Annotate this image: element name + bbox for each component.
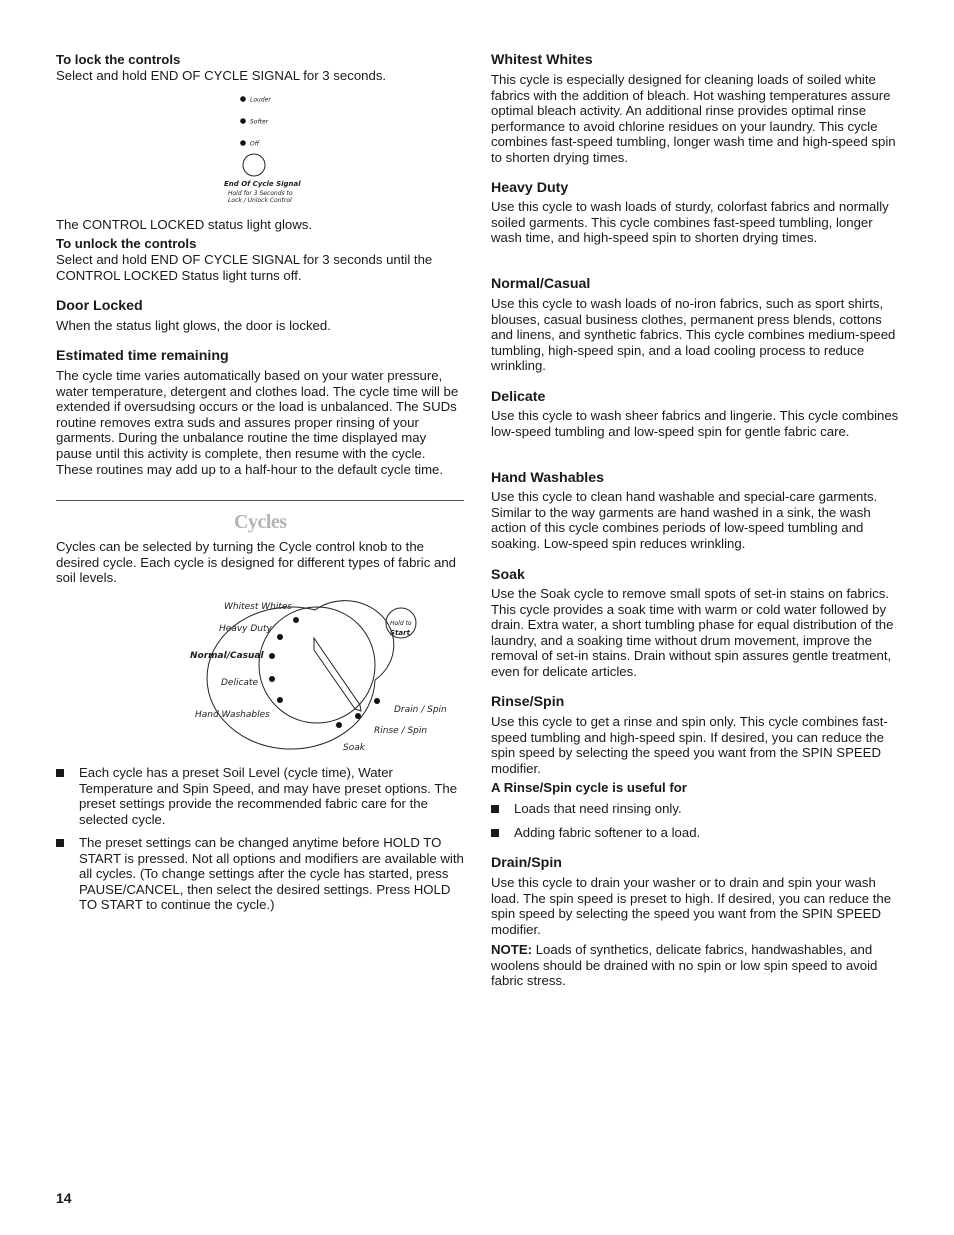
signal-button-label: End Of Cycle Signal (224, 180, 301, 188)
dot-whitest-whites (293, 617, 299, 623)
label-hand-washables: Hand Washables (195, 710, 270, 720)
lock-heading: To lock the controls (56, 52, 181, 67)
drain-spin-heading: Drain/Spin (491, 855, 562, 871)
heavy-duty-heading: Heavy Duty (491, 180, 569, 196)
estimated-time-text: The cycle time varies automatically based on your water pressure, water temperature, detergent and clothes load. The cycle time will be extended if oversudsing occurs or the load is unbalanced. The SUDs routine removes extra suds and assures proper rinsing of your garments. During the unbalance routine the time displayed may pause until this activity is complete, then resume with the cycle. These routines may add up to a half-hour to the default cycle time. (56, 368, 459, 477)
rinse-spin-heading: Rinse/Spin (491, 694, 565, 710)
bullet-text: Loads that need rinsing only. (514, 801, 682, 816)
dot-hand-washables (277, 697, 283, 703)
label-delicate: Delicate (221, 678, 258, 688)
label-rinse-spin: Rinse / Spin (374, 726, 428, 736)
soak-heading: Soak (491, 567, 525, 583)
label-drain-spin: Drain / Spin (394, 705, 447, 715)
hand-washables-heading: Hand Washables (491, 470, 605, 486)
label-normal-casual: Normal/Casual (190, 651, 264, 661)
indicator-dot-louder (240, 96, 246, 102)
dot-soak (336, 722, 342, 728)
note-label: NOTE: (491, 942, 533, 957)
indicator-dot-off (240, 140, 246, 146)
label-soak: Soak (343, 743, 365, 753)
unlock-text: Select and hold END OF CYCLE SIGNAL for 3 seconds until the CONTROL LOCKED Status light turns off. (56, 252, 433, 283)
end-of-cycle-signal-panel (216, 90, 316, 206)
signal-option-off: Off (250, 140, 260, 148)
cycle-bullet-2 (56, 835, 464, 913)
indicator-dot-softer (240, 118, 246, 124)
bullet-text: The preset settings can be changed anytime before HOLD TO START is pressed. Not all options and modifiers are available with all cycles. (To change settings after the cycle has started, press PAUSE/CANCEL, then select the desired settings. Press HOLD TO START to continue the cycle.) (79, 835, 464, 913)
signal-option-softer: Softer (250, 118, 269, 126)
hold-line2: Start (390, 629, 410, 637)
normal-casual-text: Use this cycle to wash loads of no-iron fabrics, such as sport shirts, blouses, casual business clothes, permanent press blends, cottons and linens, and synthetic fabrics. This cycle combines medium-speed tumbling, high-speed spin, and a load cooling process to reduce wrinkling. (491, 296, 896, 374)
lock-text: Select and hold END OF CYCLE SIGNAL for 3 seconds. (56, 68, 387, 83)
dot-delicate (269, 676, 275, 682)
label-whitest-whites: Whitest Whites (224, 602, 293, 612)
cycle-knob[interactable] (259, 607, 375, 723)
dot-drain-spin (374, 698, 380, 704)
cycle-dial-diagram (132, 592, 452, 758)
dot-normal-casual (269, 653, 275, 659)
end-of-cycle-signal-button[interactable] (243, 154, 265, 176)
rinse-bullet-1 (491, 801, 899, 817)
hand-washables-text: Use this cycle to clean hand washable and special-care garments. Similar to the way garments are hand washed in a sink, the wash action of this cycle combines periods of low-speed tumbling and soaking. Low-speed spin reduces wrinkling. (491, 489, 878, 551)
bullet-text: Each cycle has a preset Soil Level (cycle time), Water Temperature and Spin Speed, and may have preset options. The preset settings provide the recommended fabric care for the selected cycle. (79, 765, 458, 827)
estimated-time-heading: Estimated time remaining (56, 348, 229, 364)
page-number: 14 (56, 1190, 72, 1206)
signal-option-louder: Louder (250, 96, 271, 104)
delicate-heading: Delicate (491, 389, 546, 405)
hold-line1: Hold to (390, 620, 412, 627)
normal-casual-heading: Normal/Casual (491, 276, 591, 292)
rinse-spin-text: Use this cycle to get a rinse and spin only. This cycle combines fast-speed tumbling and high-speed spin. If desired, you can reduce the spin speed by selecting the speed you want from the SPIN SPEED modifier. (491, 714, 888, 776)
dial-outline (207, 601, 394, 749)
door-locked-heading: Door Locked (56, 298, 143, 314)
label-heavy-duty: Heavy Duty (219, 624, 272, 634)
whitest-whites-heading: Whitest Whites (491, 52, 593, 68)
cycles-title: Cycles (234, 511, 287, 533)
locked-status-text: The CONTROL LOCKED status light glows. (56, 217, 313, 232)
heavy-duty-text: Use this cycle to wash loads of sturdy, colorfast fabrics and normally soiled garments. This cycle combines fast-speed tumbling, longer wash time, and high-speed spin to shorten drying times. (491, 199, 889, 246)
bullet-square (56, 839, 64, 847)
door-locked-text: When the status light glows, the door is locked. (56, 318, 331, 333)
unlock-heading: To unlock the controls (56, 236, 197, 251)
cycle-bullet-1 (56, 765, 464, 827)
signal-button-sub1: Hold for 3 Seconds to (228, 190, 293, 197)
note-paragraph (491, 942, 899, 989)
note-text: Loads of synthetics, delicate fabrics, handwashables, and woolens should be drained with no spin or low spin speed to avoid fabric stress. (491, 942, 878, 989)
knob-pointer (314, 638, 361, 711)
bullet-square (491, 805, 499, 813)
dot-rinse-spin (355, 713, 361, 719)
whitest-whites-text: This cycle is especially designed for cleaning loads of soiled white fabrics with the addition of bleach. Hot washing temperatures assure optimal bleach activity. An additional rinse provides optimal rinse performance to avoid chlorine residues on your laundry. This cycle combines fast-speed tumbling, longer wash time and high-speed spin to shorten drying times. (491, 72, 896, 165)
bullet-square (56, 769, 64, 777)
rinse-useful-heading: A Rinse/Spin cycle is useful for (491, 780, 687, 795)
drain-spin-text: Use this cycle to drain your washer or to drain and spin your wash load. The spin speed is preset to high. If desired, you can reduce the spin speed by selecting the speed you want from the SPIN SPEED modifier. (491, 875, 892, 937)
bullet-text: Adding fabric softener to a load. (514, 825, 701, 840)
rinse-bullet-2 (491, 825, 899, 841)
cycles-intro: Cycles can be selected by turning the Cycle control knob to the desired cycle. Each cycle is designed for different types of fabric and soil levels. (56, 539, 456, 586)
section-divider (56, 500, 464, 501)
soak-text: Use the Soak cycle to remove small spots of set-in stains on fabrics. This cycle provides a soak time with warm or cold water followed by drain. Extra water, a short tumbling phase for equal distribution of the laundry, and a soaking time without drum movement, improve the removal of set-in stains. Drain without spin assures gentle treatment, even for delicate articles. (491, 586, 894, 679)
dot-heavy-duty (277, 634, 283, 640)
signal-button-sub2: Lock / Unlock Control (228, 197, 292, 204)
bullet-square (491, 829, 499, 837)
delicate-text: Use this cycle to wash sheer fabrics and lingerie. This cycle combines low-speed tumbling and low-speed spin for gentle fabric care. (491, 408, 899, 439)
